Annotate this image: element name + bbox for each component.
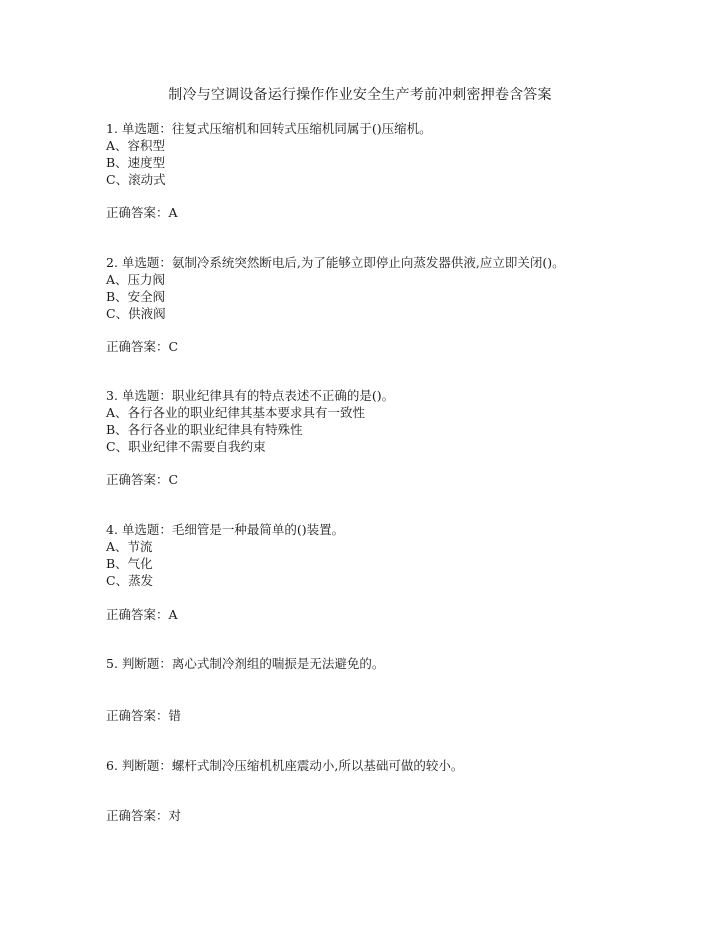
answer-5: 正确答案：错 bbox=[106, 708, 182, 723]
option-b: B、速度型 bbox=[106, 155, 166, 170]
option-c: C、滚动式 bbox=[106, 172, 166, 187]
option-c: C、蒸发 bbox=[106, 573, 154, 588]
question-5 bbox=[106, 655, 666, 672]
answer-4: 正确答案：A bbox=[106, 607, 178, 622]
question-3 bbox=[106, 387, 666, 455]
option-b: B、气化 bbox=[106, 556, 153, 571]
document-title: 制冷与空调设备运行操作作业安全生产考前冲刺密押卷含答案 bbox=[168, 87, 552, 103]
option-a: A、各行各业的职业纪律其基本要求具有一致性 bbox=[106, 405, 366, 420]
question-stem: 3. 单选题：职业纪律具有的特点表述不正确的是()。 bbox=[106, 388, 395, 403]
question-stem: 6. 判断题：螺杆式制冷压缩机机座震动小,所以基础可做的较小。 bbox=[106, 758, 464, 773]
option-a: A、容积型 bbox=[106, 138, 166, 153]
answer-2: 正确答案：C bbox=[106, 339, 179, 354]
answer-3: 正确答案：C bbox=[106, 472, 179, 487]
answer-6: 正确答案：对 bbox=[106, 808, 182, 823]
question-6 bbox=[106, 757, 666, 774]
option-a: A、节流 bbox=[106, 539, 153, 554]
question-4 bbox=[106, 521, 666, 589]
option-c: C、供液阀 bbox=[106, 306, 166, 321]
question-2 bbox=[106, 254, 666, 322]
question-stem: 1. 单选题：往复式压缩机和回转式压缩机同属于()压缩机。 bbox=[106, 121, 432, 136]
option-c: C、职业纪律不需要自我约束 bbox=[106, 439, 266, 454]
question-stem: 5. 判断题：离心式制冷剂组的喘振是无法避免的。 bbox=[106, 656, 385, 671]
answer-1: 正确答案：A bbox=[106, 205, 178, 220]
option-a: A、压力阀 bbox=[106, 272, 166, 287]
question-stem: 4. 单选题：毛细管是一种最简单的()装置。 bbox=[106, 522, 345, 537]
option-b: B、安全阀 bbox=[106, 289, 166, 304]
question-1 bbox=[106, 120, 666, 188]
question-stem: 2. 单选题：氨制冷系统突然断电后,为了能够立即停止向蒸发器供液,应立即关闭()。 bbox=[106, 255, 565, 270]
option-b: B、各行各业的职业纪律具有特殊性 bbox=[106, 422, 303, 437]
